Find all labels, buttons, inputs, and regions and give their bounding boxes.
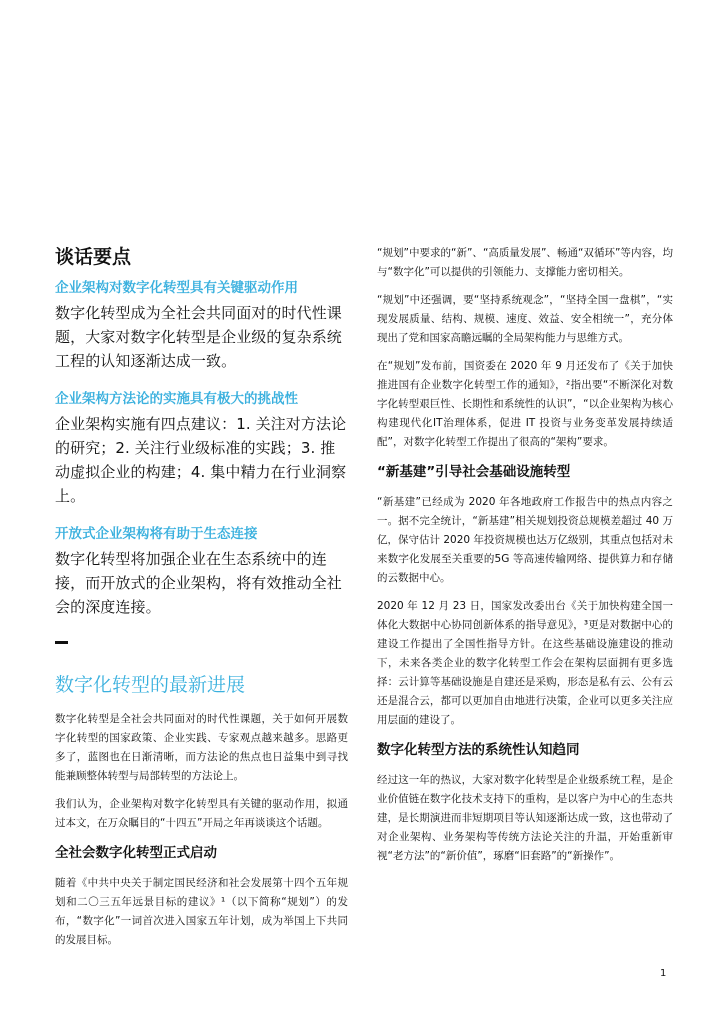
body-paragraph: 数字化转型是全社会共同面对的时代性课题，关于如何开展数字化转型的国家政策、企业实践、专家观点越来越多。思路更多了，蓝图也在日渐清晰，而方法论的焦点也日益集中到寻找能兼顾整体转型与局部转型的方法论上。 [55, 713, 348, 782]
body-paragraph: “规划”中要求的“新”、“高质量发展”、畅通“双循环”等内容，均与“数字化”可以提供的引领能力、支撑能力密切相关。 [377, 247, 673, 278]
section-divider [55, 641, 68, 644]
key-point-body: 数字化转型成为全社会共同面对的时代性课题，大家对数字化转型是企业级的复杂系统工程的认知逐渐达成一致。 [55, 304, 342, 370]
body-paragraph: 随着《中共中央关于制定国民经济和社会发展第十四个五年规划和二〇三五年远景目标的建议》¹（以下简称“规划”）的发布，“数字化”一词首次进入国家五年计划，成为举国上下共同的发展目标。 [55, 877, 348, 946]
right-column [377, 244, 673, 875]
subsection-title: 数字化转型方法的系统性认知趋同 [377, 742, 580, 758]
page-number: 1 [660, 968, 667, 979]
key-point-body: 企业架构实施有四点建议：1. 关注对方法论的研究；2. 关注行业级标准的实践；3. 推动虚拟企业的构建；4. 集中精力在行业洞察上。 [55, 415, 347, 505]
body-paragraph: 在“规划”发布前，国资委在 2020 年 9 月还发布了《关于加快推进国有企业数字化转型工作的通知》，²指出要“不断深化对数字化转型艰巨性、长期性和系统性的认识”，“以企业架构为核心构建现代化IT治理体系，促进 IT 投资与业务变革发展持续适配”，对数字化转型工作提出了很高的“架构”要求。 [377, 360, 673, 448]
subsection-title: 全社会数字化转型正式启动 [55, 845, 217, 861]
key-point-1 [55, 278, 348, 373]
key-point-heading: 企业架构对数字化转型具有关键驱动作用 [55, 280, 298, 296]
key-point-heading: 企业架构方法论的实施具有极大的挑战性 [55, 391, 298, 407]
key-point-heading: 开放式企业架构将有助于生态连接 [55, 526, 258, 542]
key-point-3 [55, 524, 348, 619]
body-paragraph: “规划”中还强调，要“坚持系统观念”，“坚持全国一盘棋”，“实现发展质量、结构、规模、速度、效益、安全相统一”，充分体现出了党和国家高瞻远瞩的全局架构能力与思维方式。 [377, 294, 673, 344]
body-paragraph: 我们认为，企业架构对数字化转型具有关键的驱动作用，拟通过本文，在万众瞩目的“十四五”开局之年再谈谈这个话题。 [55, 798, 348, 829]
body-paragraph: “新基建”已经成为 2020 年各地政府工作报告中的热点内容之一。据不完全统计，“新基建”相关规划投资总规模差超过 40 万亿，保守估计 2020 年投资规模也达万亿级别，其重点包括对未来数字化发展至关重要的5G 等高速传输网络、提供算力和存储的云数据中心。 [377, 496, 673, 584]
body-paragraph: 2020 年 12 月 23 日，国家发改委出台《关于加快构建全国一体化大数据中心协同创新体系的指导意见》，³更是对数据中心的建设工作提出了全国性指导方针。在这些基础设施建设的推动下，未来各类企业的数字化转型工作会在架构层面拥有更多选择：云计算等基础设施是自建还是采购，形态是私有云、公有云还是混合云，都可以更加自由地进行决策，企业可以更多关注应用层面的建设了。 [377, 600, 673, 726]
key-point-2 [55, 389, 348, 508]
section-title: 数字化转型的最新进展 [55, 674, 246, 696]
left-column [55, 244, 348, 959]
body-paragraph: 经过这一年的热议，大家对数字化转型是企业级系统工程，是企业价值链在数字化技术支持下的重构，是以客户为中心的生态共建，是长期演进而非短期项目等认知逐渐达成一致，这也带动了对企业架构、业务架构等传统方法论关注的升温，开始重新审视“老方法”的“新价值”，琢磨“旧套路”的“新操作”。 [377, 774, 673, 862]
subsection-title: “新基建”引导社会基础设施转型 [377, 464, 571, 480]
talking-points-title: 谈话要点 [55, 246, 132, 268]
key-point-body: 数字化转型将加强企业在生态系统中的连接，而开放式的企业架构，将有效推动全社会的深度连接。 [55, 550, 342, 616]
